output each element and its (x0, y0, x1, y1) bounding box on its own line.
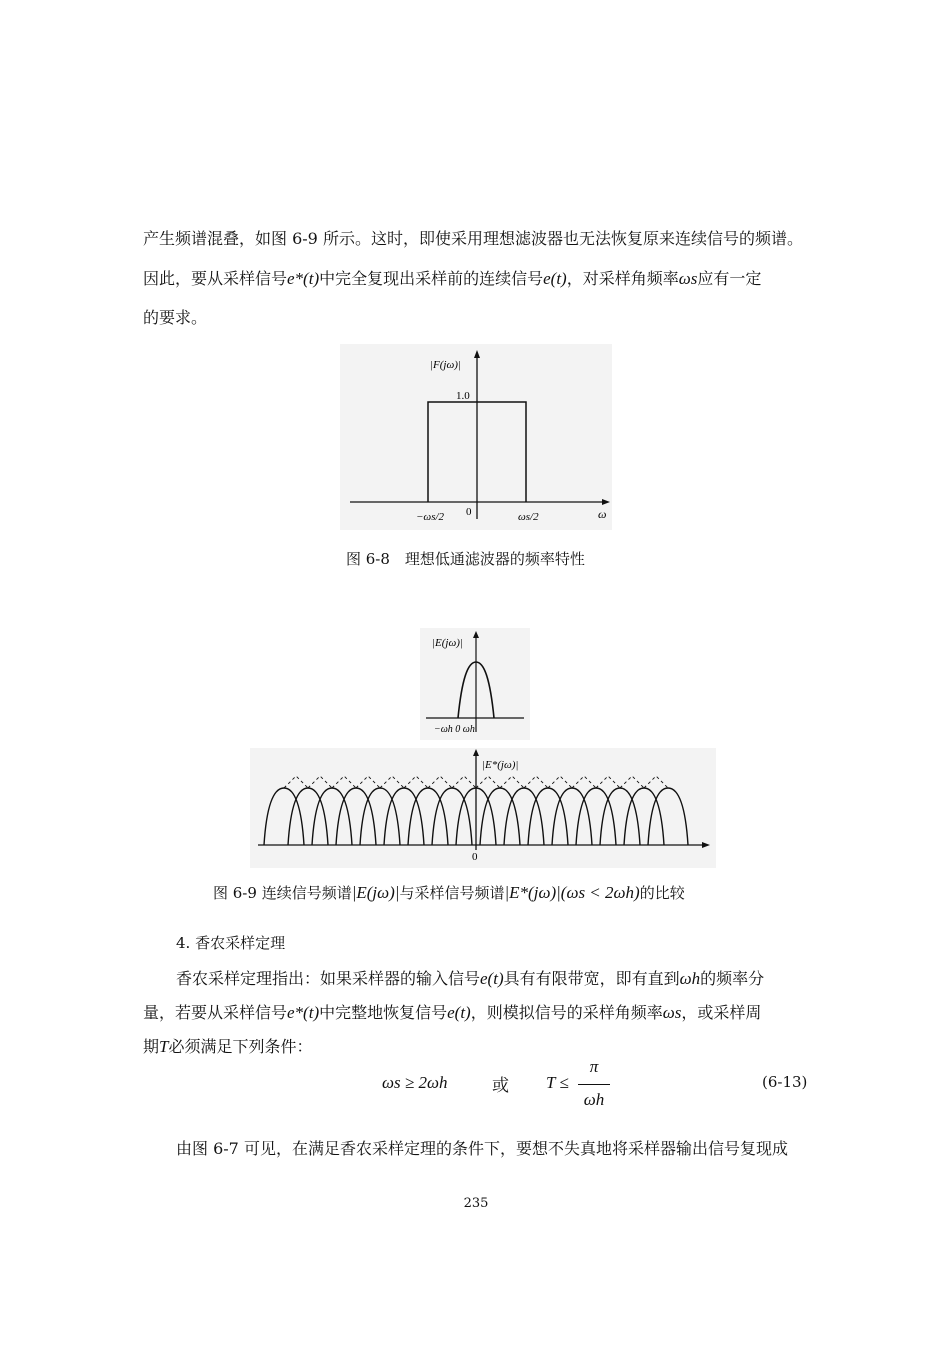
level-label: 1.0 (456, 390, 470, 402)
paragraph-line: 由图 6-7 可见，在满足香农采样定理的条件下，要想不失真地将采样器输出信号复现成 (176, 1139, 788, 1158)
fraction-bar (578, 1084, 610, 1085)
caption-text: 与采样信号频谱 (399, 884, 505, 902)
equation-denominator: ωh (583, 1090, 605, 1109)
y-axis-label: |E*(jω)| (482, 759, 519, 771)
figure-6-8 (340, 344, 612, 530)
text: 的频率分 (700, 969, 765, 988)
math-e-t: e(t) (480, 969, 504, 988)
caption-math: |E(jω)| (351, 883, 400, 902)
caption-math: |E*(jω)| (504, 883, 561, 902)
x-axis-label: ω (598, 507, 607, 521)
text: ，或采样周 (681, 1003, 762, 1022)
paragraph-line: 的要求。 (143, 308, 208, 327)
text: ，对采样角频率 (566, 269, 679, 288)
math-omega-s: ωs (662, 1003, 682, 1022)
text: 期 (143, 1037, 160, 1056)
math-omega-h: ωh (679, 969, 701, 988)
paragraph-line (176, 966, 764, 989)
equation-number: (6-13) (762, 1073, 808, 1091)
math-e-star-t: e*(t) (287, 1003, 320, 1022)
paragraph-line (143, 1034, 313, 1057)
text: ，则模拟信号的采样角频率 (470, 1003, 663, 1022)
caption-text: 图 6-9 连续信号频谱 (213, 884, 352, 902)
caption-math: (ωs < 2ωh) (560, 883, 640, 902)
figure-6-9-bottom (250, 748, 716, 868)
caption-text: 的比较 (639, 884, 685, 902)
equation-or: 或 (492, 1076, 509, 1096)
left-tick-label: −ωs/2 (416, 511, 445, 523)
zero-label: 0 (466, 506, 472, 518)
math-omega-s: ωs (678, 269, 698, 288)
zero-label: 0 (472, 851, 478, 863)
equation-lhs: ωs ≥ 2ωh (382, 1073, 448, 1092)
math-e-star-t: e*(t) (287, 269, 320, 288)
text: 香农采样定理指出：如果采样器的输入信号 (176, 969, 481, 988)
equation-rhs: T ≤ (546, 1073, 569, 1092)
right-tick-label: ωs/2 (518, 511, 539, 523)
paragraph-line (143, 1000, 761, 1023)
text: 中完整地恢复信号 (319, 1003, 448, 1022)
paragraph-line (143, 266, 761, 289)
figure-6-9-top (420, 628, 530, 740)
paragraph-line: 产生频谱混叠，如图 6-9 所示。这时，即使采用理想滤波器也无法恢复原来连续信号的频谱。 (143, 229, 803, 248)
tick-labels: −ωh 0 ωh (434, 724, 475, 735)
figure-6-9-caption (213, 882, 685, 903)
text: 必须满足下列条件： (168, 1037, 313, 1056)
math-e-t: e(t) (543, 269, 567, 288)
y-axis-label: |F(jω)| (430, 359, 461, 371)
text: 量，若要从采样信号 (143, 1003, 288, 1022)
section-heading: 4. 香农采样定理 (176, 934, 286, 952)
equation-numerator: π (589, 1057, 599, 1076)
text: 中完全复现出采样前的连续信号 (319, 269, 544, 288)
text: 具有有限带宽，即有直到 (503, 969, 680, 988)
page-number: 235 (463, 1196, 489, 1211)
math-T: T (159, 1037, 169, 1056)
text: 因此，要从采样信号 (143, 269, 288, 288)
y-axis-label: |E(jω)| (432, 637, 463, 649)
text: 应有一定 (697, 269, 762, 288)
figure-6-8-caption: 图 6-8 理想低通滤波器的频率特性 (346, 550, 585, 568)
math-e-t: e(t) (447, 1003, 471, 1022)
